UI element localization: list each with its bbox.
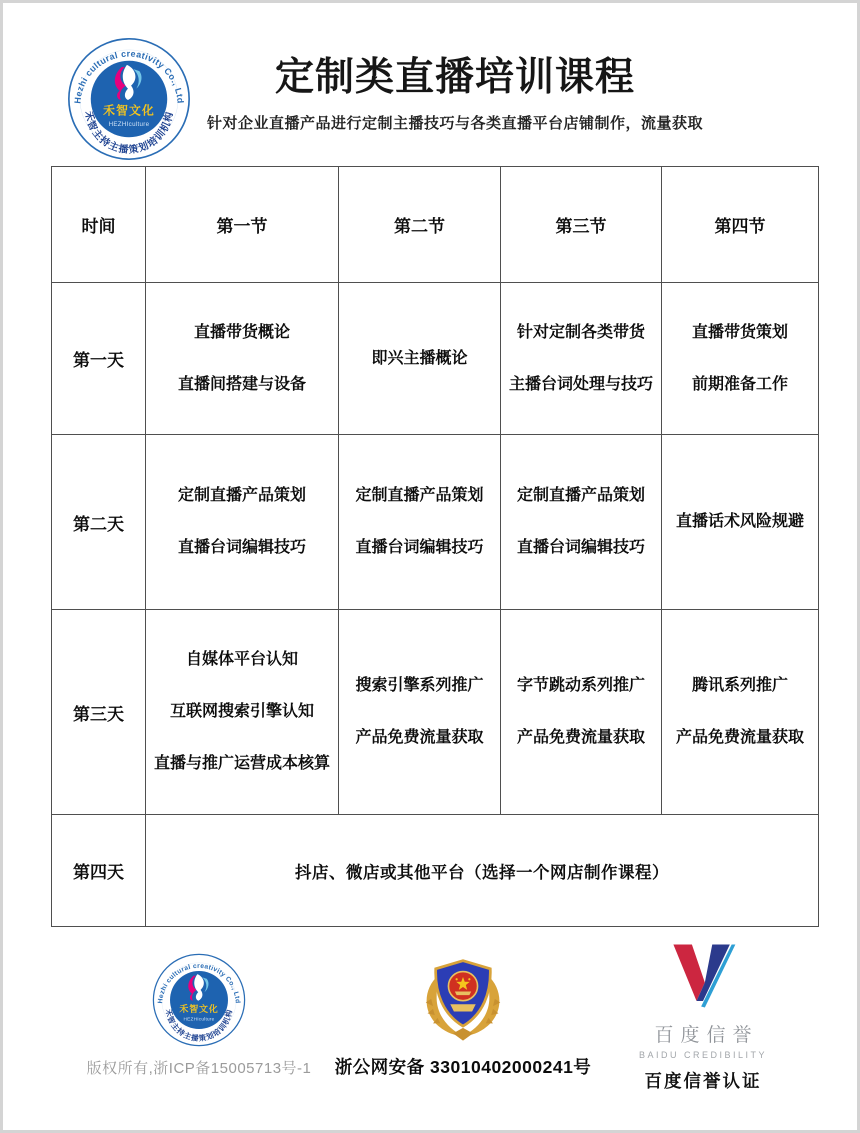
day-label: 第三天 bbox=[52, 610, 146, 815]
column-header-session2: 第二节 bbox=[339, 167, 501, 283]
schedule-cell: 直播话术风险规避 bbox=[662, 435, 819, 610]
baidu-credibility-cn-text: 百度信誉 bbox=[654, 1025, 759, 1046]
schedule-cell: 搜索引擎系列推广 产品免费流量获取 bbox=[339, 610, 501, 815]
schedule-cell: 腾讯系列推广 产品免费流量获取 bbox=[662, 610, 819, 815]
day-label: 第四天 bbox=[52, 815, 146, 927]
schedule-cell: 定制直播产品策划 直播台词编辑技巧 bbox=[501, 435, 662, 610]
schedule-cell: 直播带货策划 前期准备工作 bbox=[662, 283, 819, 435]
column-header-session4: 第四节 bbox=[662, 167, 819, 283]
schedule-cell: 定制直播产品策划 直播台词编辑技巧 bbox=[339, 435, 501, 610]
schedule-table-wrap bbox=[51, 166, 819, 927]
schedule-cell: 抖店、微店或其他平台（选择一个网店制作课程） bbox=[146, 815, 819, 927]
page-title: 定制类直播培训课程 bbox=[274, 56, 635, 99]
footer-police-group bbox=[313, 951, 613, 1079]
police-badge-icon bbox=[413, 951, 513, 1043]
baidu-credibility-en-text: BAIDU CREDIBILITY bbox=[638, 1050, 768, 1060]
table-header-row bbox=[52, 167, 819, 283]
baidu-certification-text: 百度信誉认证 bbox=[644, 1071, 762, 1091]
column-header-session1: 第一节 bbox=[146, 167, 339, 283]
schedule-cell: 针对定制各类带货 主播台词处理与技巧 bbox=[501, 283, 662, 435]
column-header-time: 时间 bbox=[52, 167, 146, 283]
page-subtitle: 针对企业直播产品进行定制主播技巧与各类直播平台店铺制作，流量获取 bbox=[206, 114, 703, 132]
icp-copyright-text: 版权所有,浙ICP备15005713号-1 bbox=[86, 1060, 312, 1077]
day-label: 第一天 bbox=[52, 283, 146, 435]
footer-copyright-group bbox=[79, 953, 319, 1078]
day-label: 第二天 bbox=[52, 435, 146, 610]
table-row-day2 bbox=[52, 435, 819, 610]
schedule-cell: 即兴主播概论 bbox=[339, 283, 501, 435]
table-row-day4 bbox=[52, 815, 819, 927]
schedule-cell: 定制直播产品策划 直播台词编辑技巧 bbox=[146, 435, 339, 610]
table-row-day3 bbox=[52, 610, 819, 815]
header bbox=[93, 57, 817, 133]
table-row-day1 bbox=[52, 283, 819, 435]
schedule-cell: 字节跳动系列推广 产品免费流量获取 bbox=[501, 610, 662, 815]
schedule-cell: 自媒体平台认知 互联网搜索引擎认知 直播与推广运营成本核算 bbox=[146, 610, 339, 815]
schedule-cell: 直播带货概论 直播间搭建与设备 bbox=[146, 283, 339, 435]
hezhi-company-logo-footer-icon bbox=[152, 953, 246, 1047]
footer-baidu-group bbox=[593, 939, 813, 1093]
police-registration-text: 浙公网安备 33010402000241号 bbox=[334, 1057, 592, 1077]
baidu-credibility-v-icon bbox=[665, 939, 741, 1013]
column-header-session3: 第三节 bbox=[501, 167, 662, 283]
schedule-table bbox=[51, 166, 819, 927]
